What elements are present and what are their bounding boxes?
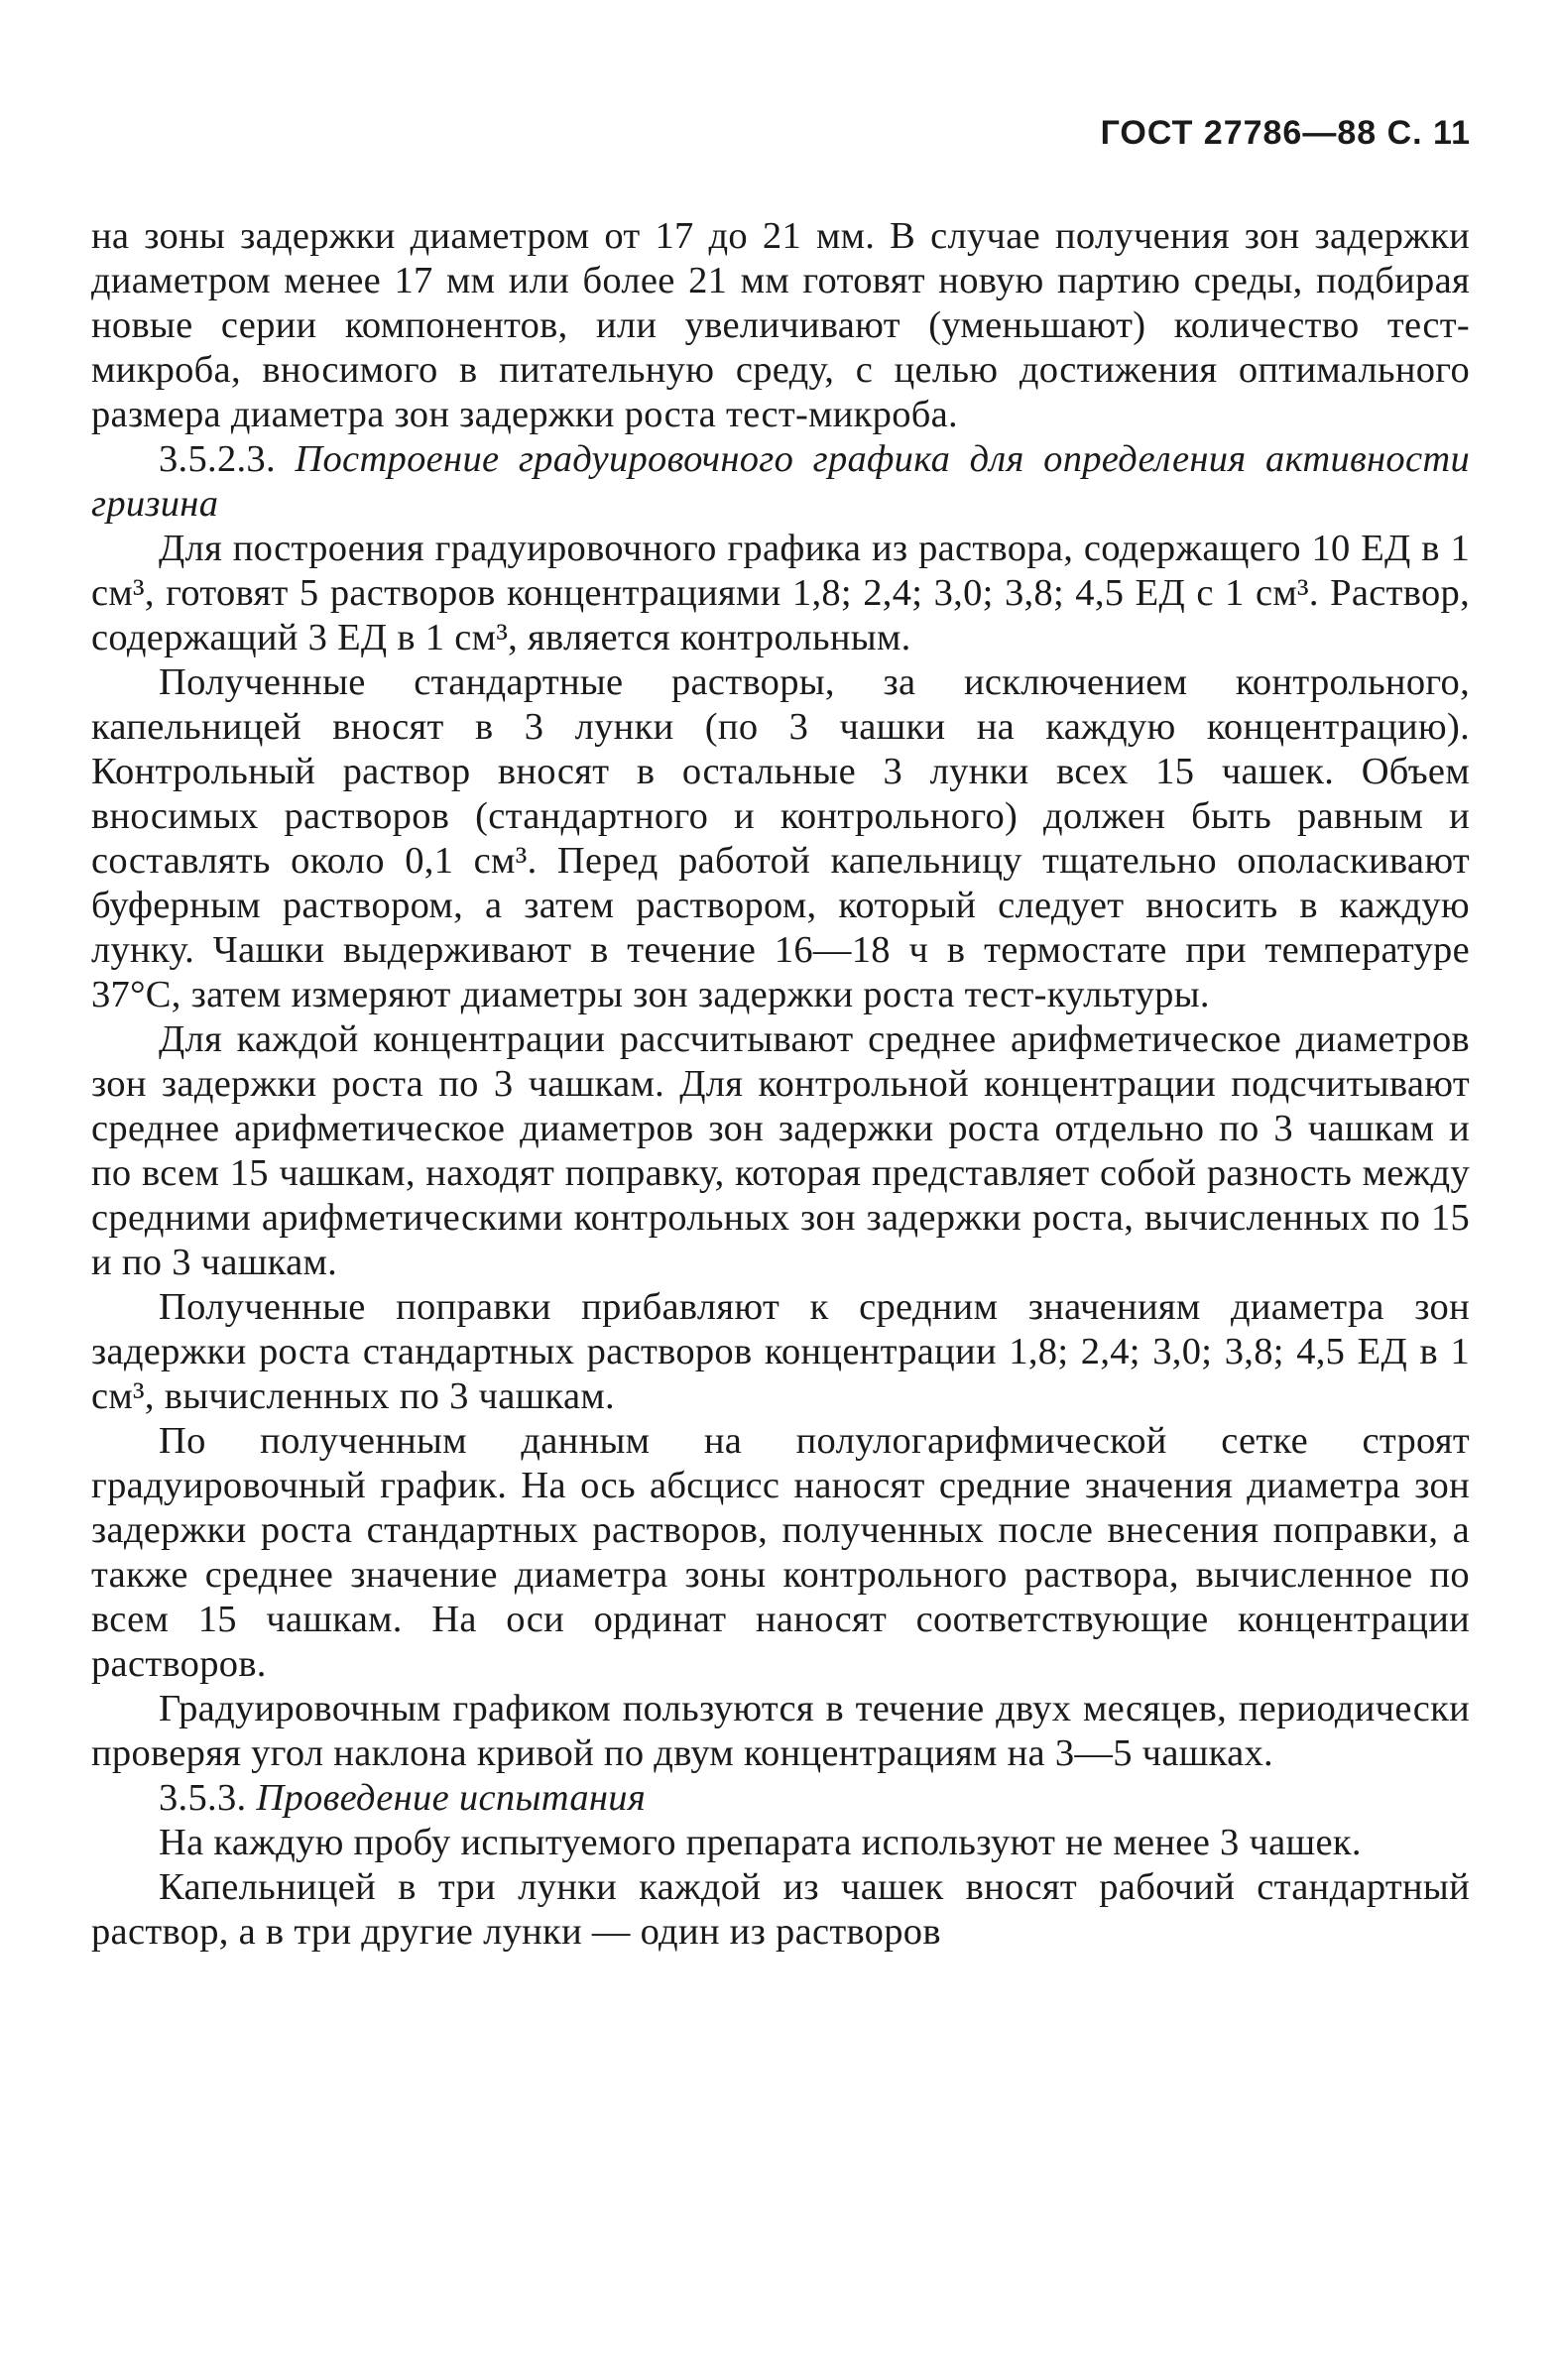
paragraph-standard-solutions: Полученные стандартные растворы, за исключением контрольного, капельницей вносят в 3 лунки (по 3 чашки на каждую концентрацию). Контрольный раствор вносят в остальные 3 лунки всех 15 чашек. Объем вносимых растворов (стандартного и контрольного) должен быть равным и составлять около 0,1 см³. Перед работой капельницу тщательно ополаскивают буферным раствором, а затем раствором, который следует вносить в каждую лунку. Чашки выдерживают в течение 16—18 ч в термостате при температуре 37°С, затем измеряют диаметры зон задержки роста тест-культуры. (91, 661, 1470, 1015)
paragraph-graph-usage: Градуировочным графиком пользуются в течение двух месяцев, периодически проверяя угол наклона кривой по двум концентрациям на 3—5 чашках. (91, 1688, 1470, 1774)
paragraph-zone-size: на зоны задержки диаметром от 17 до 21 мм. В случае получения зон задержки диаметром менее 17 мм или более 21 мм готовят новую партию среды, подбирая новые серии компонентов, или увеличивают (уменьшают) количество тест-микроба, вносимого в питательную среду, с целью достижения оптимального размера диаметра зон задержки роста тест-микроба. (91, 215, 1470, 435)
paragraph-solutions-prep: Для построения градуировочного графика из раствора, содержащего 10 ЕД в 1 см³, готовят 5 растворов концентрациями 1,8; 2,4; 3,0; 3,8; 4,5 ЕД с 1 см³. Раствор, содержащий 3 ЕД в 1 см³, является контрольным. (91, 528, 1470, 658)
paragraph-averages: Для каждой концентрации рассчитывают среднее арифметическое диаметров зон задержки роста по 3 чашкам. Для контрольной концентрации подсчитывают среднее арифметическое диаметров зон задержки роста отдельно по 3 чашкам и по всем 15 чашкам, находят поправку, которая представляет собой разность между средними арифметическими контрольных зон задержки роста, вычисленных по 15 и по 3 чашкам. (91, 1018, 1470, 1283)
paragraph-graph-construction: По полученным данным на полулогарифмической сетке строят градуировочный график. На ось абсцисс наносят средние значения диаметра зон задержки роста стандартных растворов, полученных после внесения поправки, а также среднее значение диаметра зоны контрольного раствора, вычисленное по всем 15 чашкам. На оси ординат наносят соответствующие концентрации растворов. (91, 1420, 1470, 1685)
paragraph-sample-count: На каждую пробу испытуемого препарата используют не менее 3 чашек. (159, 1822, 1362, 1863)
section-title: Построение градуировочного графика для определения активности гризина (91, 438, 1470, 525)
paragraph-corrections: Полученные поправки прибавляют к средним значениям диаметра зон задержки роста стандартных растворов концентрации 1,8; 2,4; 3,0; 3,8; 4,5 ЕД в 1 см³, вычисленных по 3 чашкам. (91, 1286, 1470, 1417)
document-body (91, 214, 1470, 1955)
section-heading-3-5-2-3 (91, 437, 1470, 527)
paragraph-dropper: Капельницей в три лунки каждой из чашек вносят рабочий стандартный раствор, а в три другие лунки — один из растворов (91, 1866, 1470, 1953)
section-number: 3.5.3. (159, 1777, 247, 1819)
section-heading-3-5-3 (91, 1776, 1470, 1821)
section-number: 3.5.2.3. (159, 438, 276, 480)
running-header: ГОСТ 27786—88 С. 11 (1100, 114, 1471, 152)
section-title: Проведение испытания (256, 1777, 647, 1819)
